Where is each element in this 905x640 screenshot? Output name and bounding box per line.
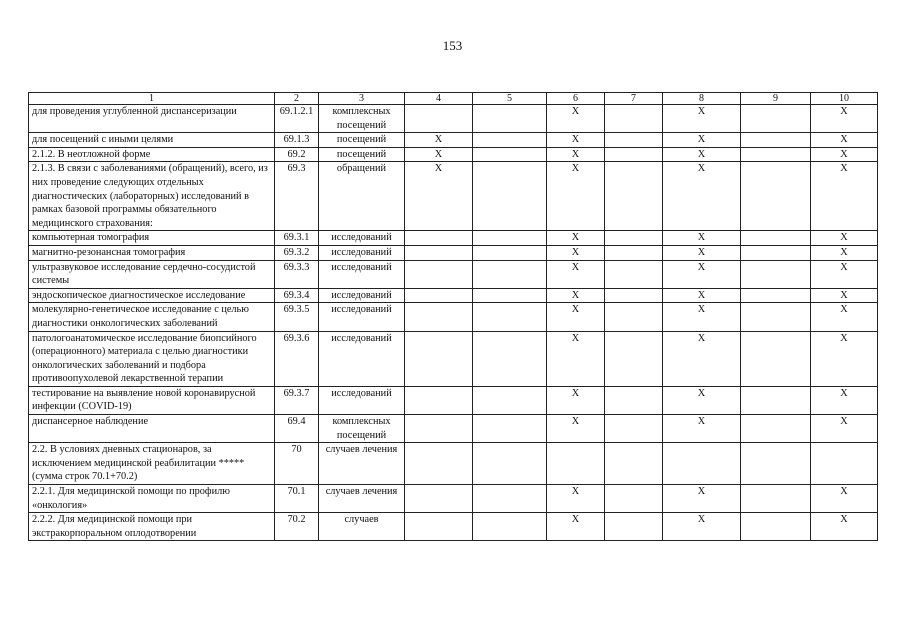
table-row	[29, 331, 878, 386]
row-code: 70.2	[275, 513, 319, 541]
cell-c7	[605, 147, 663, 162]
cell-c6	[547, 443, 605, 485]
cell-c8: X	[663, 105, 741, 133]
row-code: 69.3.3	[275, 260, 319, 288]
col-header: 1	[29, 93, 275, 105]
cell-c8: X	[663, 133, 741, 148]
cell-c5	[473, 162, 547, 231]
row-name: для посещений с иными целями	[29, 133, 275, 148]
cell-c10: X	[811, 133, 878, 148]
cell-c6: X	[547, 303, 605, 331]
row-code: 69.3.2	[275, 245, 319, 260]
cell-c6: X	[547, 231, 605, 246]
row-name: ультразвуковое исследование сердечно-сосудистой системы	[29, 260, 275, 288]
table-row	[29, 513, 878, 541]
data-table	[28, 92, 878, 541]
cell-c8: X	[663, 260, 741, 288]
page-number: 153	[442, 38, 463, 53]
cell-c6: X	[547, 147, 605, 162]
row-unit: посещений	[319, 133, 405, 148]
table-row	[29, 260, 878, 288]
cell-c5	[473, 105, 547, 133]
row-unit: исследований	[319, 231, 405, 246]
cell-c6: X	[547, 105, 605, 133]
row-unit: случаев лечения	[319, 443, 405, 485]
cell-c4	[405, 245, 473, 260]
row-code: 69.4	[275, 415, 319, 443]
cell-c4	[405, 231, 473, 246]
cell-c6: X	[547, 133, 605, 148]
row-unit: случаев	[319, 513, 405, 541]
row-name: компьютерная томография	[29, 231, 275, 246]
cell-c8: X	[663, 231, 741, 246]
cell-c10: X	[811, 245, 878, 260]
cell-c4	[405, 105, 473, 133]
row-code: 70	[275, 443, 319, 485]
cell-c4: X	[405, 133, 473, 148]
cell-c5	[473, 231, 547, 246]
cell-c10: X	[811, 331, 878, 386]
cell-c7	[605, 245, 663, 260]
table-row	[29, 415, 878, 443]
cell-c5	[473, 288, 547, 303]
row-code: 70.1	[275, 485, 319, 513]
row-name: 2.2.2. Для медицинской помощи при экстракорпоральном оплодотворении	[29, 513, 275, 541]
table-row	[29, 133, 878, 148]
cell-c6: X	[547, 415, 605, 443]
cell-c5	[473, 245, 547, 260]
cell-c8: X	[663, 162, 741, 231]
cell-c9	[741, 162, 811, 231]
row-code: 69.3.5	[275, 303, 319, 331]
cell-c9	[741, 245, 811, 260]
row-unit: обращений	[319, 162, 405, 231]
cell-c10: X	[811, 260, 878, 288]
row-unit: исследований	[319, 288, 405, 303]
cell-c10: X	[811, 288, 878, 303]
cell-c4	[405, 415, 473, 443]
cell-c10: X	[811, 485, 878, 513]
row-unit: исследований	[319, 260, 405, 288]
cell-c8: X	[663, 513, 741, 541]
table-row	[29, 443, 878, 485]
cell-c7	[605, 105, 663, 133]
cell-c9	[741, 231, 811, 246]
cell-c9	[741, 288, 811, 303]
cell-c4: X	[405, 162, 473, 231]
cell-c4	[405, 443, 473, 485]
row-code: 69.2	[275, 147, 319, 162]
cell-c8: X	[663, 331, 741, 386]
row-code: 69.3.6	[275, 331, 319, 386]
cell-c5	[473, 386, 547, 414]
cell-c5	[473, 443, 547, 485]
cell-c5	[473, 133, 547, 148]
row-name: тестирование на выявление новой коронавирусной инфекции (COVID-19)	[29, 386, 275, 414]
cell-c10: X	[811, 231, 878, 246]
cell-c6: X	[547, 485, 605, 513]
cell-c4	[405, 288, 473, 303]
cell-c7	[605, 231, 663, 246]
cell-c5	[473, 485, 547, 513]
row-unit: комплексных посещений	[319, 415, 405, 443]
row-name: диспансерное наблюдение	[29, 415, 275, 443]
cell-c9	[741, 513, 811, 541]
row-name: патологоанатомическое исследование биопсийного (операционного) материала с целью диагностики онкологических заболеваний и подбора противоопухолевой лекарственной терапии	[29, 331, 275, 386]
col-header: 8	[663, 93, 741, 105]
cell-c6: X	[547, 288, 605, 303]
cell-c5	[473, 303, 547, 331]
cell-c6: X	[547, 386, 605, 414]
cell-c8: X	[663, 303, 741, 331]
cell-c6: X	[547, 162, 605, 231]
cell-c8: X	[663, 485, 741, 513]
table-row	[29, 386, 878, 414]
cell-c8: X	[663, 415, 741, 443]
col-header: 3	[319, 93, 405, 105]
cell-c7	[605, 288, 663, 303]
cell-c7	[605, 513, 663, 541]
cell-c9	[741, 147, 811, 162]
cell-c5	[473, 513, 547, 541]
cell-c10	[811, 443, 878, 485]
cell-c6: X	[547, 513, 605, 541]
cell-c10: X	[811, 147, 878, 162]
column-number-row	[29, 93, 878, 105]
cell-c9	[741, 331, 811, 386]
cell-c6: X	[547, 331, 605, 386]
cell-c7	[605, 386, 663, 414]
cell-c10: X	[811, 303, 878, 331]
cell-c5	[473, 147, 547, 162]
cell-c8: X	[663, 245, 741, 260]
table-row	[29, 485, 878, 513]
col-header: 6	[547, 93, 605, 105]
cell-c7	[605, 485, 663, 513]
row-name: для проведения углубленной диспансеризации	[29, 105, 275, 133]
table-row	[29, 288, 878, 303]
row-unit: посещений	[319, 147, 405, 162]
cell-c7	[605, 331, 663, 386]
row-code: 69.3.1	[275, 231, 319, 246]
cell-c6: X	[547, 245, 605, 260]
row-unit: исследований	[319, 303, 405, 331]
cell-c10: X	[811, 415, 878, 443]
cell-c8	[663, 443, 741, 485]
cell-c5	[473, 331, 547, 386]
cell-c4	[405, 513, 473, 541]
row-code: 69.3.7	[275, 386, 319, 414]
table-row	[29, 303, 878, 331]
row-name: магнитно-резонансная томография	[29, 245, 275, 260]
cell-c7	[605, 415, 663, 443]
cell-c7	[605, 162, 663, 231]
table-row	[29, 231, 878, 246]
cell-c6: X	[547, 260, 605, 288]
cell-c7	[605, 303, 663, 331]
cell-c5	[473, 260, 547, 288]
cell-c8: X	[663, 386, 741, 414]
table-row	[29, 245, 878, 260]
cell-c9	[741, 415, 811, 443]
cell-c7	[605, 133, 663, 148]
table-row	[29, 105, 878, 133]
row-unit: исследований	[319, 245, 405, 260]
table-row	[29, 147, 878, 162]
row-name: 2.2. В условиях дневных стационаров, за исключением медицинской реабилитации ***** (сумма строк 70.1+70.2)	[29, 443, 275, 485]
cell-c4	[405, 260, 473, 288]
table-row	[29, 162, 878, 231]
cell-c9	[741, 485, 811, 513]
col-header: 10	[811, 93, 878, 105]
col-header: 7	[605, 93, 663, 105]
row-unit: комплексных посещений	[319, 105, 405, 133]
row-unit: исследований	[319, 386, 405, 414]
cell-c7	[605, 260, 663, 288]
cell-c4	[405, 485, 473, 513]
row-name: 2.2.1. Для медицинской помощи по профилю «онкология»	[29, 485, 275, 513]
row-code: 69.1.3	[275, 133, 319, 148]
cell-c8: X	[663, 288, 741, 303]
row-unit: исследований	[319, 331, 405, 386]
cell-c4	[405, 303, 473, 331]
cell-c7	[605, 443, 663, 485]
cell-c10: X	[811, 105, 878, 133]
row-unit: случаев лечения	[319, 485, 405, 513]
row-code: 69.3.4	[275, 288, 319, 303]
row-name: эндоскопическое диагностическое исследование	[29, 288, 275, 303]
cell-c10: X	[811, 386, 878, 414]
cell-c10: X	[811, 162, 878, 231]
cell-c4	[405, 331, 473, 386]
col-header: 4	[405, 93, 473, 105]
row-name: 2.1.3. В связи с заболеваниями (обращений), всего, из них проведение следующих отдельных диагностических (лабораторных) исследований в рамках базовой программы обязательного медицинского страхования:	[29, 162, 275, 231]
row-code: 69.1.2.1	[275, 105, 319, 133]
col-header: 2	[275, 93, 319, 105]
cell-c9	[741, 260, 811, 288]
cell-c4: X	[405, 147, 473, 162]
col-header: 9	[741, 93, 811, 105]
row-name: молекулярно-генетическое исследование с целью диагностики онкологических заболеваний	[29, 303, 275, 331]
cell-c9	[741, 133, 811, 148]
row-code: 69.3	[275, 162, 319, 231]
cell-c9	[741, 443, 811, 485]
cell-c9	[741, 105, 811, 133]
cell-c4	[405, 386, 473, 414]
cell-c9	[741, 303, 811, 331]
col-header: 5	[473, 93, 547, 105]
cell-c9	[741, 386, 811, 414]
cell-c5	[473, 415, 547, 443]
row-name: 2.1.2. В неотложной форме	[29, 147, 275, 162]
cell-c10: X	[811, 513, 878, 541]
cell-c8: X	[663, 147, 741, 162]
